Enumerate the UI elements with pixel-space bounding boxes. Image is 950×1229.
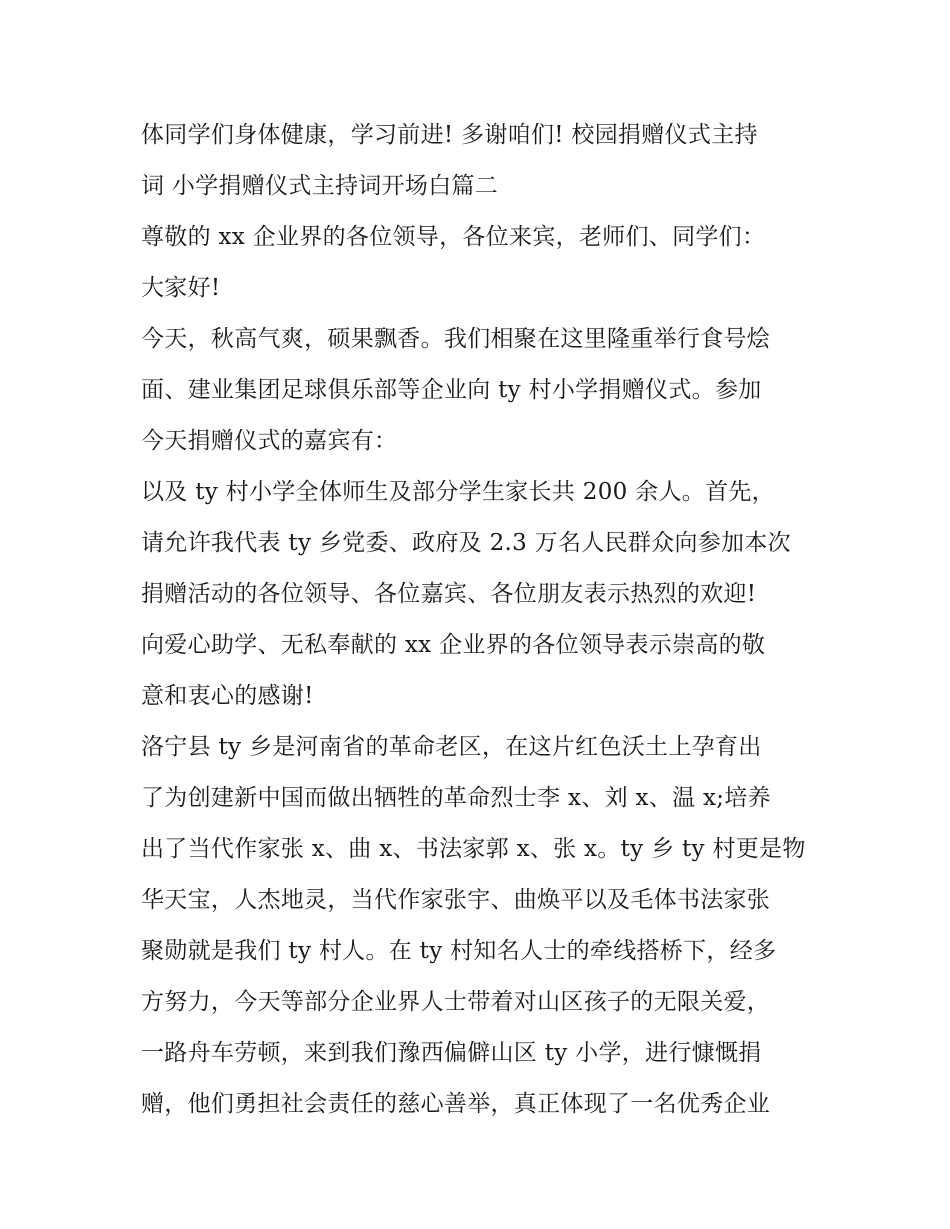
text-line: 聚勋就是我们 ty 村人。在 ty 村知名人士的牵线搭桥下，经多	[141, 938, 777, 964]
text-line: 尊敬的 xx 企业界的各位领导，各位来宾，老师们、同学们：	[141, 224, 766, 250]
text-line: 捐赠活动的各位领导、各位嘉宾、各位朋友表示热烈的欢迎!	[141, 581, 757, 607]
text-line: 出了当代作家张 x、曲 x、书法家郭 x、张 x。ty 乡 ty 村更是物	[141, 836, 806, 862]
text-line: 今天，秋高气爽，硕果飘香。我们相聚在这里隆重举行食号烩	[141, 326, 771, 352]
text-line: 了为创建新中国而做出牺牲的革命烈士李 x、刘 x、温 x;培养	[141, 785, 771, 811]
text-line: 面、建业集团足球俱乐部等企业向 ty 村小学捐赠仪式。参加	[141, 377, 762, 403]
text-line: 大家好!	[141, 275, 221, 301]
text-line: 体同学们身体健康，学习前进! 多谢咱们! 校园捐赠仪式主持	[141, 122, 758, 148]
text-line: 华天宝，人杰地灵，当代作家张宇、曲焕平以及毛体书法家张	[141, 887, 771, 913]
text-line: 词 小学捐赠仪式主持词开场白篇二	[141, 173, 499, 199]
text-line: 向爱心助学、无私奉献的 xx 企业界的各位领导表示崇高的敬	[141, 632, 766, 658]
text-line: 意和衷心的感谢!	[141, 683, 314, 709]
document-body	[141, 110, 821, 1130]
text-line: 方努力，今天等部分企业界人士带着对山区孩子的无限关爱，	[141, 989, 771, 1015]
text-line: 请允许我代表 ty 乡党委、政府及 2.3 万名人民群众向参加本次	[141, 530, 791, 556]
text-line: 以及 ty 村小学全体师生及部分学生家长共 200 余人。首先，	[141, 479, 775, 505]
text-line: 赠，他们勇担社会责任的慈心善举，真正体现了一名优秀企业	[141, 1091, 771, 1117]
text-line: 今天捐赠仪式的嘉宾有：	[141, 428, 398, 454]
text-line: 洛宁县 ty 乡是河南省的革命老区，在这片红色沃土上孕育出	[141, 734, 762, 760]
text-line: 一路舟车劳顿，来到我们豫西偏僻山区 ty 小学，进行慷慨捐	[141, 1040, 762, 1066]
